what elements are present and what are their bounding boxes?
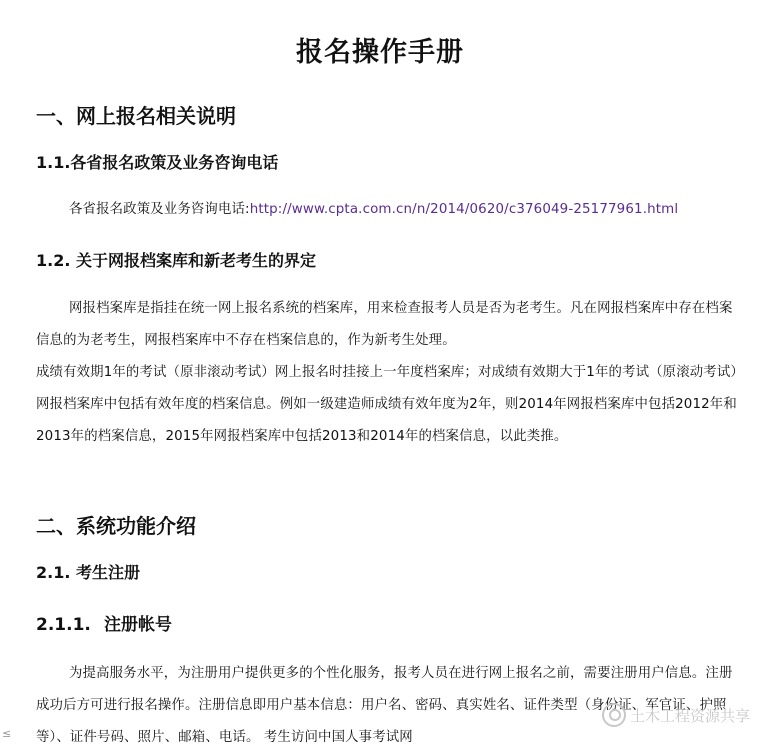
section2-1-1-label: 注册帐号: [104, 615, 172, 635]
watermark: [602, 703, 750, 727]
section2-1-1-paragraph: 为提高服务水平，为注册用户提供更多的个性化服务，报考人员在进行网上报名之前，需要注册用户信息。注册成功后方可进行报名操作。注册信息即用户基本信息：用户名、密码、真实姓名、证件类型（身份证、军官证、护照等）、证件号码、照片、邮箱、电话。 考生访问中国人事考试网: [36, 666, 733, 745]
section1-2-heading: 1.2. 关于网报档案库和新老考生的界定: [36, 251, 316, 270]
section2-1-1-heading: [36, 610, 172, 635]
consult-link[interactable]: http://www.cpta.com.cn/n/2014/0620/c376049-25177961.html: [249, 202, 679, 217]
consult-text: 各省报名政策及业务咨询电话:: [69, 202, 250, 217]
section2-heading: 二、系统功能介绍: [36, 514, 196, 538]
document-title: 报名操作手册: [296, 37, 464, 68]
section2-1-1-number: 2.1.1.: [36, 615, 91, 635]
watermark-text: 土木工程资源共享: [629, 706, 750, 725]
section1-1-heading: 1.1.各省报名政策及业务咨询电话: [36, 153, 279, 172]
edge-mark: ≤: [2, 727, 12, 740]
section1-2-paragraph2: 成绩有效期1年的考试（原非滚动考试）网上报名时挂接上一年度档案库；对成绩有效期大于1年的考试（原滚动考试）网报档案库中包括有效年度的档案信息。例如一级建造师成绩有效年度为2年，则2014年网报档案库中包括2012年和2013年的档案信息，2015年网报档案库中包括2013和2014年的档案信息，以此类推。: [36, 365, 744, 444]
section1-1-paragraph: [36, 194, 746, 226]
section1-2-paragraph1: 网报档案库是指挂在统一网上报名系统的档案库，用来检查报考人员是否为老考生。凡在网报档案库中存在档案信息的为老考生，网报档案库中不存在档案信息的，作为新考生处理。: [36, 301, 733, 348]
wechat-icon: [602, 703, 626, 727]
section2-1-heading: 2.1. 考生注册: [36, 563, 140, 582]
section1-heading: 一、网上报名相关说明: [36, 104, 236, 128]
